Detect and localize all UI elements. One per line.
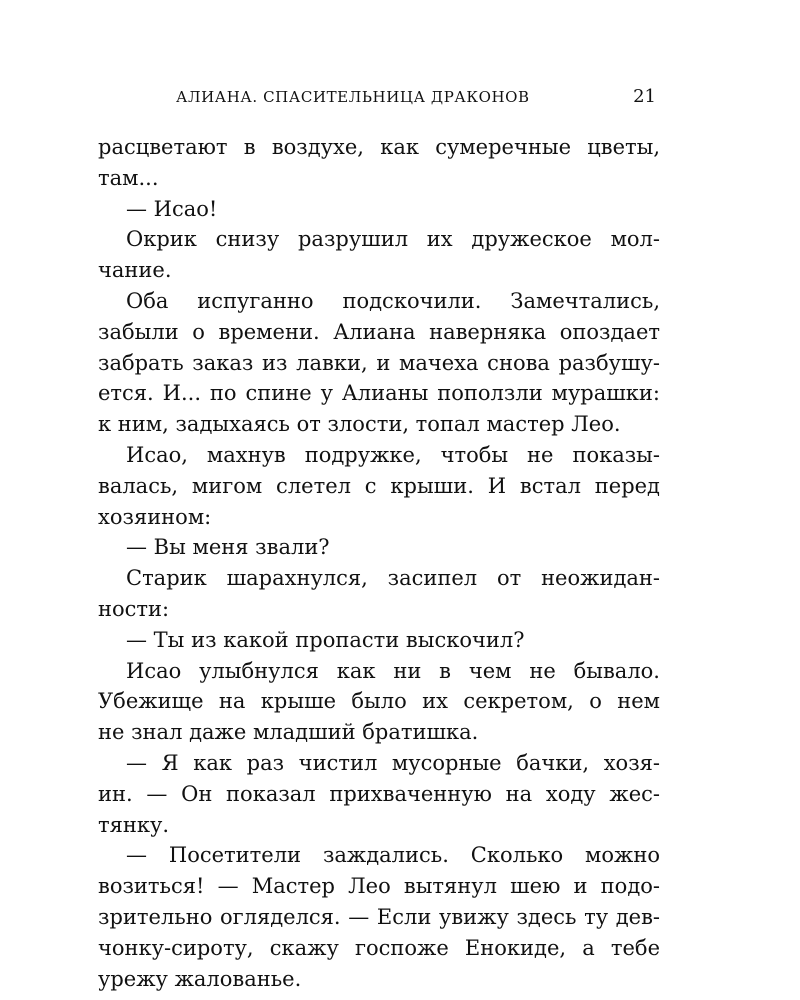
text-line: ности:	[98, 596, 170, 621]
running-head	[176, 88, 656, 114]
body-text	[98, 132, 660, 994]
text-line: — Вы меня звали?	[126, 535, 330, 560]
text-line: Исао, махнув подружке, чтобы не показы-	[126, 442, 660, 467]
text-line: не знал даже младший братишка.	[98, 720, 479, 745]
text-line: возиться! — Мастер Лео вытянул шею и подо-	[98, 874, 660, 899]
text-line: Окрик снизу разрушил их дружеское мол-	[126, 227, 660, 252]
text-line: — Я как раз чистил мусорные бачки, хозя-	[126, 750, 660, 775]
text-line: забыли о времени. Алиана наверняка опоздает	[98, 319, 660, 344]
text-line: Оба испуганно подскочили. Замечтались,	[126, 288, 660, 313]
text-line: расцветают в воздухе, как сумеречные цветы,	[98, 135, 660, 159]
running-title: АЛИАНА. СПАСИТЕЛЬНИЦА ДРАКОНОВ	[176, 88, 530, 106]
text-line: валась, мигом слетел с крыши. И встал перед	[98, 473, 660, 498]
text-line: ин. — Он показал прихваченную на ходу жес-	[98, 781, 660, 806]
page-number: 21	[633, 86, 656, 107]
text-line: чонку-сироту, скажу госпоже Енокиде, а тебе	[98, 935, 660, 960]
text-line: урежу жалованье.	[98, 966, 302, 991]
text-line: там...	[98, 165, 159, 190]
text-line: забрать заказ из лавки, и мачеха снова разбушу-	[98, 350, 660, 375]
text-line: — Исао!	[126, 196, 218, 221]
text-line: хозяином:	[98, 504, 212, 529]
text-line: Исао улыбнулся как ни в чем не бывало.	[126, 658, 660, 683]
text-line: Убежище на крыше было их секретом, о нем	[98, 689, 660, 714]
text-line: — Посетители заждались. Сколько можно	[126, 843, 660, 868]
text-line: Старик шарахнулся, засипел от неожидан-	[126, 566, 660, 591]
text-line: тянку.	[98, 812, 170, 837]
text-line: зрительно огляделся. — Если увижу здесь ту дев-	[98, 904, 660, 929]
text-line: к ним, задыхаясь от злости, топал мастер Лео.	[98, 412, 621, 437]
text-line: — Ты из какой пропасти выскочил?	[126, 627, 525, 652]
text-line: ется. И... по спине у Алианы поползли мурашки:	[98, 381, 660, 406]
text-line: чание.	[98, 258, 172, 283]
